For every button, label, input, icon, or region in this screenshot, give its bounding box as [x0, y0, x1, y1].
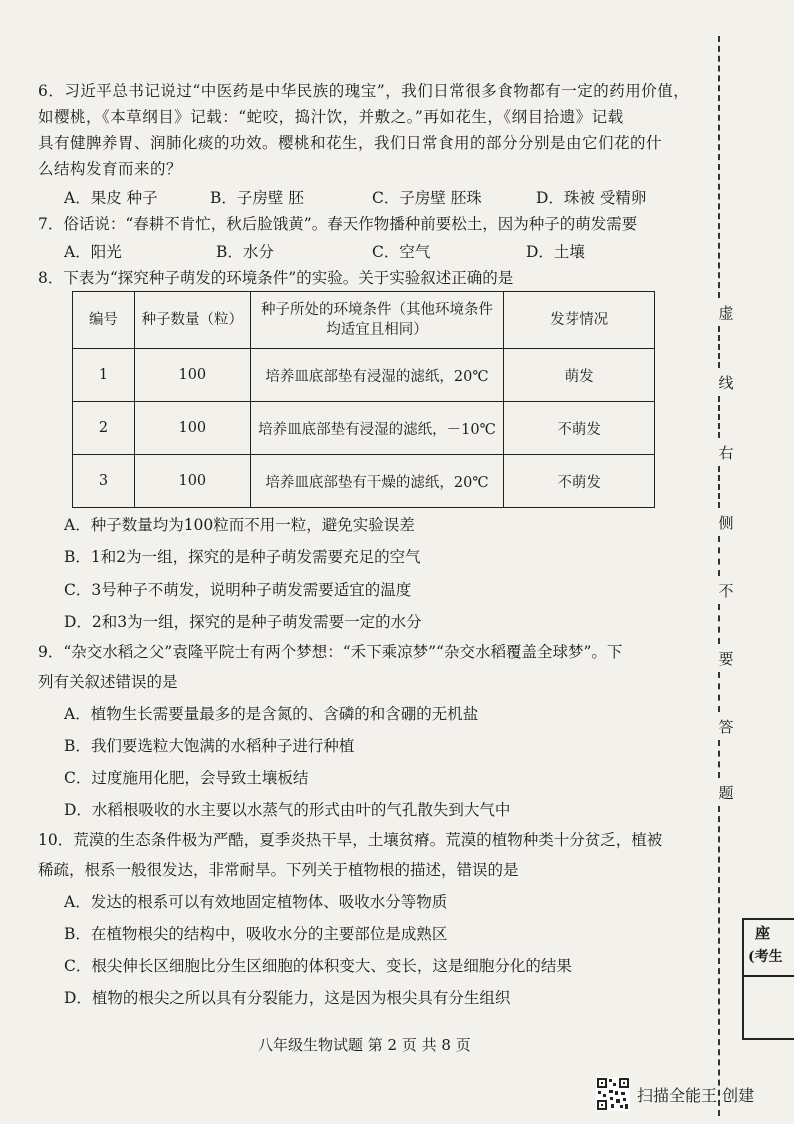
- question-8-stem: 8．下表为“探究种子萌发的环境条件”的实验。关于实验叙述正确的是: [38, 269, 514, 287]
- question-10-line-1: 10．荒漠的生态条件极为严酷，夏季炎热干旱，土壤贫瘠。荒漠的植物种类十分贫乏，植被: [38, 831, 663, 849]
- margin-char: 要: [718, 650, 734, 668]
- q7-option-b: B．水分: [216, 243, 274, 261]
- q8-option-d: D．2和3为一组，探究的是种子萌发需要一定的水分: [64, 613, 422, 631]
- table-cell: 100: [134, 402, 250, 455]
- question-7-stem: 7．俗话说：“春耕不肯忙，秋后脸饿黄”。春天作物播种前要松土，因为种子的萌发需要: [38, 215, 638, 233]
- margin-char: 侧: [718, 514, 734, 532]
- question-10-line-2: 稀疏，根系一般很发达，非常耐旱。下列关于植物根的描述，错误的是: [38, 861, 519, 879]
- binding-line: [718, 740, 722, 778]
- q10-option-b: B．在植物根尖的结构中，吸收水分的主要部位是成熟区: [64, 925, 448, 943]
- header-line: 种子所处的环境条件（其他环境条件: [261, 302, 493, 318]
- question-6: [38, 78, 690, 182]
- binding-line: [718, 672, 722, 712]
- table-header-cell: 发芽情况: [504, 292, 655, 349]
- question-6-line-4: 么结构发育而来的？: [38, 160, 183, 178]
- table-cell: 培养皿底部垫有浸湿的滤纸，－10℃: [250, 402, 504, 455]
- q10-option-a: A．发达的根系可以有效地固定植物体、吸收水分等物质: [64, 893, 448, 911]
- binding-line: [718, 806, 722, 1116]
- seat-label: 座: [755, 924, 771, 942]
- binding-line: [718, 36, 722, 298]
- table-cell: 1: [73, 349, 135, 402]
- margin-char: 不: [718, 582, 734, 600]
- q6-option-c: C．子房壁 胚珠: [372, 189, 482, 207]
- question-6-line-3: 具有健脾养胃、润肺化痰的功效。樱桃和花生，我们日常食用的部分分别是由它们花的什: [38, 134, 663, 152]
- margin-char: 虚: [718, 304, 734, 322]
- table-cell: 100: [134, 349, 250, 402]
- q8-option-b: B．1和2为一组，探究的是种子萌发需要充足的空气: [64, 548, 421, 566]
- binding-line: [718, 326, 722, 368]
- scanner-brand: 扫描全能王 创建: [637, 1086, 755, 1105]
- q6-option-b: B．子房壁 胚: [210, 189, 304, 207]
- binding-line: [718, 396, 722, 438]
- question-6-line-2: 如樱桃，《本草纲目》记载：“蛇咬，捣汁饮，并敷之。”再如花生，《纲目拾遗》记载: [38, 108, 624, 126]
- table-cell: 不萌发: [504, 455, 655, 508]
- binding-line: [718, 466, 722, 508]
- table-cell: 100: [134, 455, 250, 508]
- table-header-row: [73, 292, 655, 349]
- margin-char: 答: [718, 718, 734, 736]
- question-6-line-1: 6．习近平总书记说过“中医药是中华民族的瑰宝”，我们日常很多食物都有一定的药用价值，: [38, 82, 690, 100]
- q9-option-c: C．过度施用化肥，会导致土壤板结: [64, 769, 309, 787]
- q8-option-c: C．3号种子不萌发，说明种子萌发需要适宜的温度: [64, 581, 412, 599]
- header-line: 均适宜且相同）: [326, 322, 428, 338]
- table-row: [73, 402, 655, 455]
- seat-sublabel: (考生: [748, 949, 783, 965]
- margin-char: 线: [718, 374, 734, 392]
- question-9-line-2: 列有关叙述错误的是: [38, 673, 178, 691]
- table-header-cell: 种子数量（粒）: [134, 292, 250, 349]
- table-cell: 萌发: [504, 349, 655, 402]
- q7-option-c: C．空气: [372, 243, 431, 261]
- q8-option-a: A．种子数量均为100粒而不用一粒，避免实验误差: [64, 516, 415, 534]
- binding-line: [718, 604, 722, 644]
- q9-option-a: A．植物生长需要量最多的是含氮的、含磷的和含硼的无机盐: [64, 705, 479, 723]
- q10-option-d: D．植物的根尖之所以具有分裂能力，这是因为根尖具有分生组织: [64, 989, 511, 1007]
- q6-option-a: A．果皮 种子: [64, 189, 158, 207]
- margin-char: 右: [718, 444, 734, 462]
- q9-option-b: B．我们要选粒大饱满的水稻种子进行种植: [64, 737, 355, 755]
- seat-divider: [742, 975, 794, 977]
- table-header-cell: [250, 292, 504, 349]
- table-cell: 2: [73, 402, 135, 455]
- table-cell: 培养皿底部垫有干燥的滤纸，20℃: [250, 455, 504, 508]
- table-row: [73, 455, 655, 508]
- margin-char: 题: [718, 784, 734, 802]
- q7-option-d: D．土壤: [526, 243, 585, 261]
- qr-code-icon: [596, 1077, 630, 1111]
- experiment-table: [72, 291, 655, 508]
- table-header-cell: 编号: [73, 292, 135, 349]
- q7-option-a: A．阳光: [64, 243, 122, 261]
- q9-option-d: D．水稻根吸收的水主要以水蒸气的形式由叶的气孔散失到大气中: [64, 801, 511, 819]
- question-9-line-1: 9．“杂交水稻之父”袁隆平院士有两个梦想：“禾下乘凉梦”“杂交水稻覆盖全球梦”。下: [38, 643, 623, 661]
- table-row: [73, 349, 655, 402]
- page-footer: 八年级生物试题 第 2 页 共 8 页: [258, 1036, 471, 1054]
- q10-option-c: C．根尖伸长区细胞比分生区细胞的体积变大、变长，这是细胞分化的结果: [64, 957, 572, 975]
- table-cell: 培养皿底部垫有浸湿的滤纸，20℃: [250, 349, 504, 402]
- table-cell: 不萌发: [504, 402, 655, 455]
- binding-line: [718, 536, 722, 576]
- table-cell: 3: [73, 455, 135, 508]
- q6-option-d: D．珠被 受精卵: [536, 189, 647, 207]
